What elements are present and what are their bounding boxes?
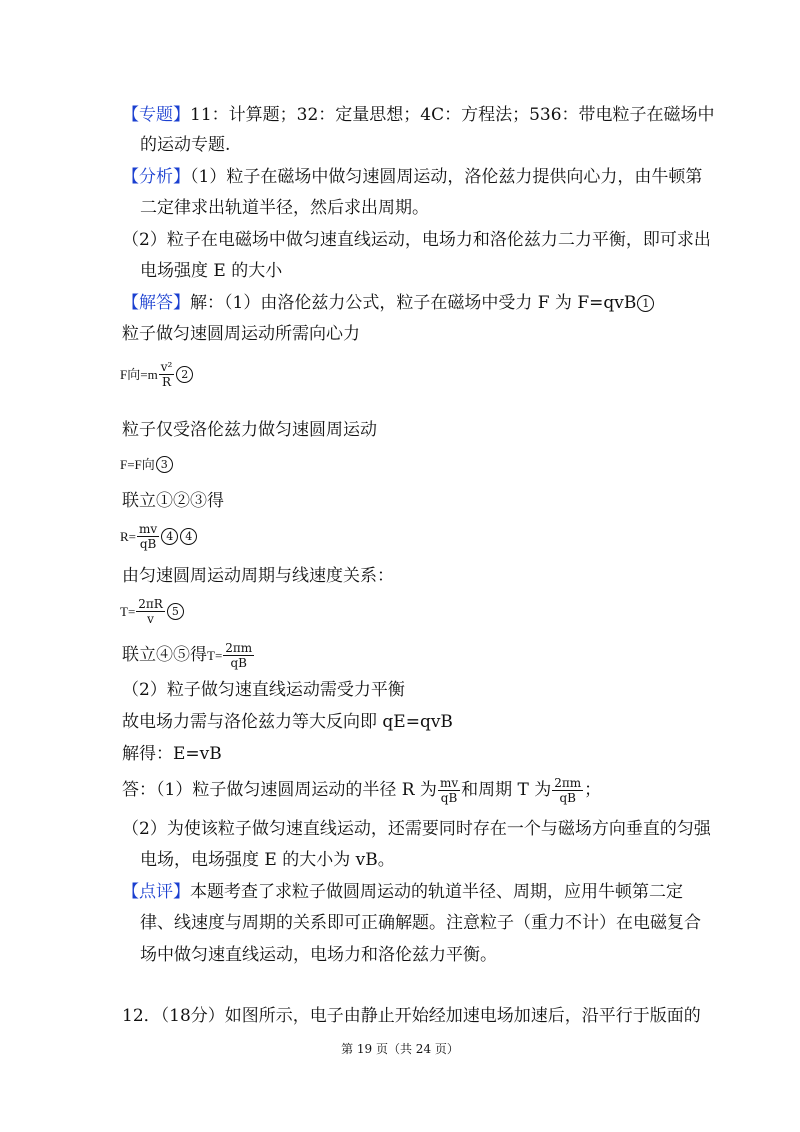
answer-text-1b: 和周期 T 为 [461,780,552,800]
solution-tag: 【解答】 [122,293,190,313]
solution-line-2: 粒子做匀速圆周运动所需向心力 [122,324,360,344]
analysis-line-2: 二定律求出轨道半径，然后求出周期。 [140,198,429,218]
eq3-text: F=F向 [120,456,155,472]
equation-4 [120,522,198,551]
eq5-denominator: v [147,612,154,626]
eq2-denominator: R [161,375,171,389]
circle-number-1: 1 [637,295,654,312]
circle-number-5: 5 [167,603,184,620]
eq4-numerator: mv [139,522,158,536]
answer-line-1 [122,776,601,805]
review-line-1 [122,881,683,903]
topic-line-1 [122,104,715,126]
answer-line-3: 电场，电场强度 E 的大小为 vB。 [140,850,395,870]
solution-line-1 [122,292,655,314]
eq5-fraction [136,597,165,626]
equation-5 [120,597,185,626]
solution-line-4: 联立①②③得 [122,491,224,511]
answer-radius-fraction [438,776,460,805]
answer-radius-denominator: qB [440,791,458,805]
eq5-lhs: T= [120,603,136,619]
eq6-lhs: T= [207,647,223,663]
answer-text-1a: 答：（1）粒子做匀速圆周运动的半径 R 为 [122,780,437,800]
review-tag: 【点评】 [122,882,190,902]
solution-line-8: 故电场力需与洛伦兹力等大反向即 qE=qvB [122,712,453,732]
answer-text-1c: ； [584,780,602,800]
analysis-line-1 [122,166,702,188]
review-text-1: 本题考查了求粒子做圆周运动的轨道半径、周期，应用牛顿第二定 [190,882,683,902]
topic-line-2: 的运动专题. [140,135,231,155]
topic-text: 11：计算题；32：定量思想；4C：方程法；536：带电粒子在磁场中 [190,105,715,125]
eq6-fraction [223,641,254,670]
circle-number-3: 3 [156,456,173,473]
question-12: 12．（18分）如图所示，电子由静止开始经加速电场加速后，沿平行于版面的 [122,1006,701,1026]
solution-line-7: （2）粒子做匀速直线运动需受力平衡 [122,680,405,700]
eq6-denominator: qB [230,656,247,670]
answer-radius-numerator: mv [439,776,459,790]
solution-text-6: 联立④⑤得 [122,645,207,665]
solution-text-1: 解：（1）由洛伦兹力公式，粒子在磁场中受力 F 为 F=qvB [190,293,637,313]
eq5-numerator: 2πR [138,597,163,611]
eq4-lhs: R= [120,528,137,544]
eq4-denominator: qB [139,537,157,551]
eq2-numerator: v² [160,360,173,374]
circle-number-4a: 4 [161,528,178,545]
eq2-m: m [147,366,158,382]
page-footer: 第 19 页（共 24 页） [341,1042,459,1056]
answer-period-denominator: qB [559,791,576,805]
analysis-line-3: （2）粒子在电磁场中做匀速直线运动，电场力和洛伦兹力二力平衡，即可求出 [122,230,711,250]
review-line-3: 场中做匀速直线运动，电场力和洛伦兹力平衡。 [140,945,497,965]
answer-line-2: （2）为使该粒子做匀速直线运动，还需要同时存在一个与磁场方向垂直的匀强 [122,819,711,839]
solution-line-6 [122,641,255,670]
analysis-tag: 【分析】 [122,167,190,187]
review-line-2: 律、线速度与周期的关系即可正确解题。注意粒子（重力不计）在电磁复合 [140,913,701,933]
topic-tag: 【专题】 [122,105,190,125]
circle-number-4b: 4 [180,528,197,545]
solution-line-3: 粒子仅受洛伦兹力做匀速圆周运动 [122,420,377,440]
equation-3 [120,453,174,476]
solution-line-5: 由匀速圆周运动周期与线速度关系： [122,566,394,586]
answer-period-fraction [552,776,583,805]
circle-number-2: 2 [176,366,193,383]
solution-line-9: 解得：E=vB [122,744,222,764]
analysis-text-1: （1）粒子在磁场中做匀速圆周运动，洛伦兹力提供向心力，由牛顿第 [190,167,703,187]
eq6-numerator: 2πm [225,641,253,655]
analysis-line-4: 电场强度 E 的大小 [140,261,283,281]
eq2-lhs: F向= [120,366,148,382]
equation-2 [120,360,194,389]
eq4-fraction [137,522,159,551]
eq2-fraction [159,360,175,389]
answer-period-numerator: 2πm [554,776,582,790]
